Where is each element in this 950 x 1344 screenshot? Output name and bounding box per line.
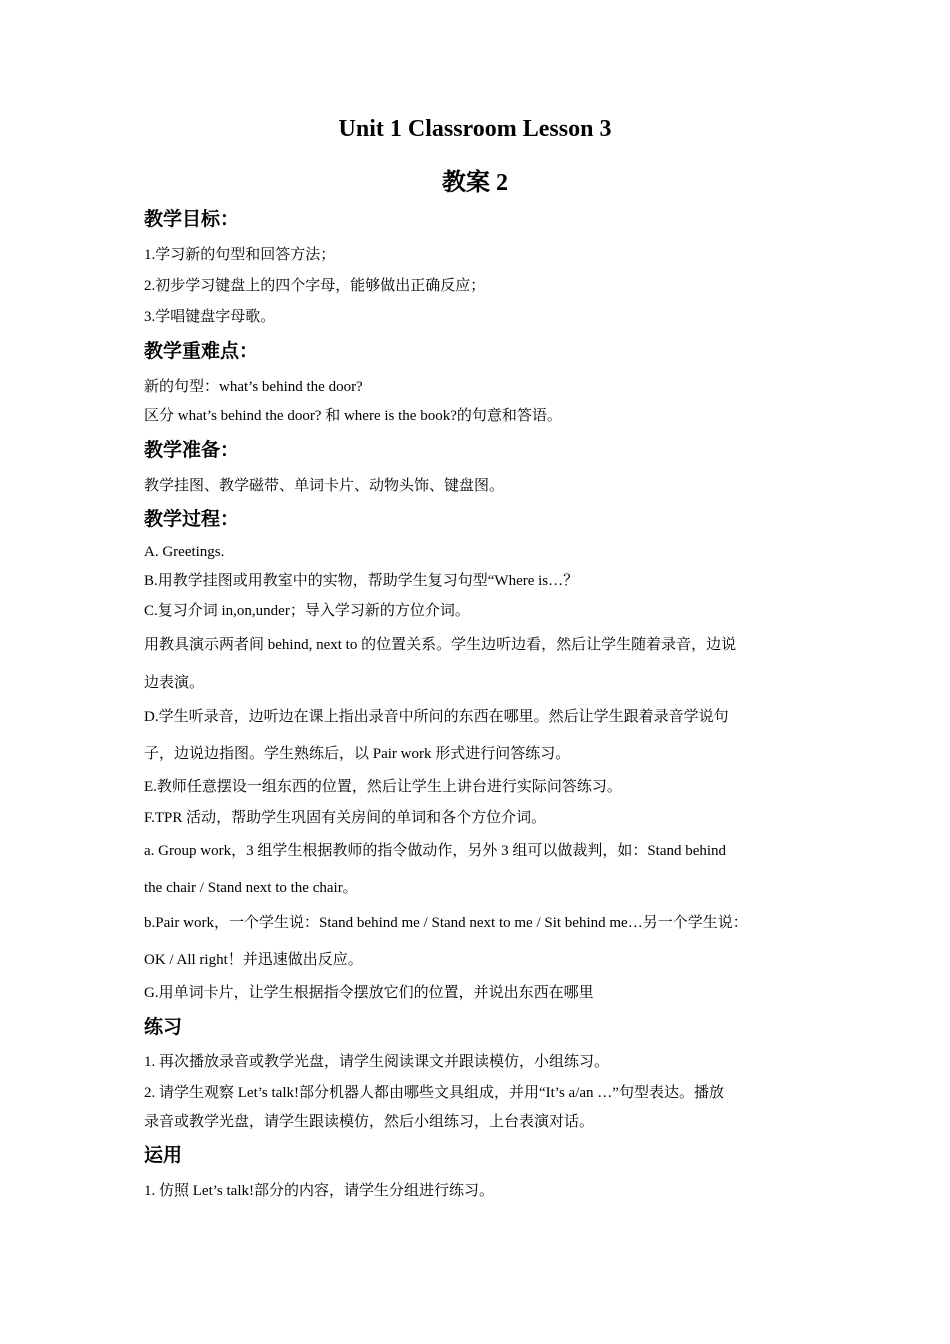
section-heading-practice: 练习 [144, 1016, 183, 1038]
section-heading-preparation: 教学准备： [144, 439, 240, 461]
process-line: 用教具演示两者间 behind, next to 的位置关系。学生边听边看，然后让学生随着录音，边说 [144, 637, 737, 653]
process-line: B.用教学挂图或用教室中的实物，帮助学生复习句型“Where is…？ [144, 573, 579, 589]
process-line: the chair / Stand next to the chair。 [144, 880, 358, 896]
practice-line: 1. 再次播放录音或教学光盘，请学生阅读课文并跟读模仿，小组练习。 [144, 1054, 610, 1070]
preparation-line: 教学挂图、教学磁带、单词卡片、动物头饰、键盘图。 [144, 478, 505, 494]
objective-line: 2.初步学习键盘上的四个字母，能够做出正确反应； [144, 278, 486, 294]
process-line: D.学生听录音，边听边在课上指出录音中所问的东西在哪里。然后让学生跟着录音学说句 [144, 709, 729, 725]
objective-line: 1.学习新的句型和回答方法； [144, 247, 336, 263]
practice-line: 2. 请学生观察 Let’s talk!部分机器人都由哪些文具组成，并用“It’s a/an …”句型表达。播放 [144, 1085, 724, 1101]
process-line: a. Group work，3 组学生根据教师的指令做动作，另外 3 组可以做裁判，如：Stand behind [144, 843, 727, 859]
process-line: A. Greetings. [144, 544, 225, 560]
document-title: Unit 1 Classroom Lesson 3 [338, 116, 612, 142]
section-heading-objectives: 教学目标： [144, 208, 240, 230]
objective-line: 3.学唱键盘字母歌。 [144, 309, 276, 325]
section-heading-process: 教学过程： [144, 508, 240, 530]
process-line: C.复习介词 in,on,under；导入学习新的方位介词。 [144, 603, 470, 619]
application-line: 1. 仿照 Let’s talk!部分的内容，请学生分组进行练习。 [144, 1183, 494, 1199]
section-heading-key-points: 教学重难点： [144, 340, 259, 362]
process-line: E.教师任意摆设一组东西的位置，然后让学生上讲台进行实际问答练习。 [144, 779, 622, 795]
process-line: G.用单词卡片，让学生根据指令摆放它们的位置，并说出东西在哪里 [144, 985, 594, 1001]
section-heading-application: 运用 [144, 1144, 183, 1166]
key-point-line: 区分 what’s behind the door? 和 where is the book?的句意和答语。 [144, 408, 562, 424]
practice-line: 录音或教学光盘，请学生跟读模仿，然后小组练习，上台表演对话。 [144, 1114, 595, 1130]
document-subtitle: 教案 2 [442, 170, 508, 196]
process-line: F.TPR 活动，帮助学生巩固有关房间的单词和各个方位介词。 [144, 810, 547, 826]
key-point-line: 新的句型：what’s behind the door? [144, 379, 363, 395]
process-line: OK / All right！并迅速做出反应。 [144, 952, 363, 968]
process-line: 子，边说边指图。学生熟练后，以 Pair work 形式进行问答练习。 [144, 746, 571, 762]
process-line: 边表演。 [144, 675, 205, 691]
process-line: b.Pair work，一个学生说：Stand behind me / Stand next to me / Sit behind me…另一个学生说： [144, 915, 748, 931]
